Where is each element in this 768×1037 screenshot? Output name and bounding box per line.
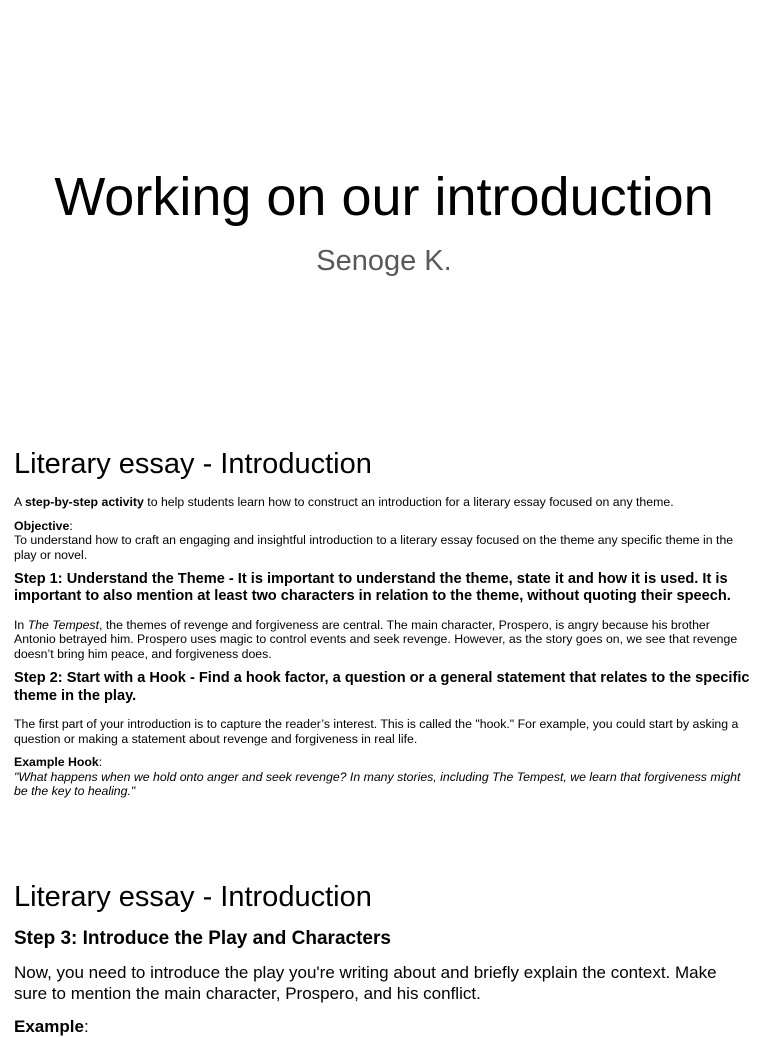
presentation-title: Working on our introduction bbox=[54, 167, 714, 227]
intro-prefix: A bbox=[14, 495, 25, 509]
example-label: Example bbox=[14, 1017, 84, 1036]
example-hook-colon: : bbox=[98, 755, 103, 770]
example-colon: : bbox=[83, 1017, 89, 1036]
objective-label: Objective bbox=[14, 518, 70, 533]
step1-heading: Step 1: Understand the Theme - It is important to understand the theme, state it and how it is used. It is important to also mention at least two characters in relation to the theme, without quoting their speech. bbox=[14, 571, 731, 605]
example-hook-label: Example Hook bbox=[14, 755, 99, 770]
intro-suffix: to help students learn how to construct an introduction for a literary essay focused on any theme. bbox=[143, 495, 674, 509]
slide-heading: Literary essay - Introduction bbox=[14, 881, 372, 913]
step2-heading: Step 2: Start with a Hook - Find a hook factor, a question or a general statement that relates to the specific theme in the play. bbox=[14, 670, 750, 704]
objective-paragraph bbox=[14, 519, 754, 563]
slide-literary-essay-2 bbox=[0, 880, 768, 1037]
slide-body bbox=[14, 495, 754, 799]
step1-play-title: The Tempest bbox=[27, 617, 100, 632]
intro-bold: step-by-step activity bbox=[24, 495, 144, 509]
title-slide bbox=[0, 0, 768, 430]
example-paragraph bbox=[14, 1016, 754, 1037]
step1-prefix: In bbox=[14, 617, 28, 632]
step1-paragraph bbox=[14, 618, 754, 662]
step1-suffix: , the themes of revenge and forgiveness are central. The main character, Prospero, is angry because his brother Antonio betrayed him. Prospero uses magic to control events and seek revenge. However, as the story goes on, we see that revenge doesn’t bring him peace, and forgiveness does. bbox=[14, 617, 738, 661]
author-name: Senoge K. bbox=[316, 245, 452, 277]
step3-paragraph: Now, you need to introduce the play you're writing about and briefly explain the context. Make sure to mention the main character, Prospero, and his conflict. bbox=[14, 963, 717, 1003]
objective-text: To understand how to craft an engaging and insightful introduction to a literary essay focused on the theme any specific theme in the play or novel. bbox=[14, 533, 734, 562]
step2-paragraph: The first part of your introduction is to capture the reader’s interest. This is called the "hook." For example, you could start by asking a question or making a statement about revenge and forgiveness in real life. bbox=[14, 717, 739, 746]
example-hook-text: "What happens when we hold onto anger and seek revenge? In many stories, including The Tempest, we learn that forgiveness might be the key to healing." bbox=[14, 769, 741, 799]
intro-paragraph bbox=[14, 495, 754, 510]
step3-heading: Step 3: Introduce the Play and Characters bbox=[14, 928, 391, 949]
slide-literary-essay-1 bbox=[0, 447, 768, 805]
objective-colon: : bbox=[69, 518, 73, 533]
slide-heading: Literary essay - Introduction bbox=[14, 448, 372, 480]
example-hook-paragraph bbox=[14, 755, 754, 799]
